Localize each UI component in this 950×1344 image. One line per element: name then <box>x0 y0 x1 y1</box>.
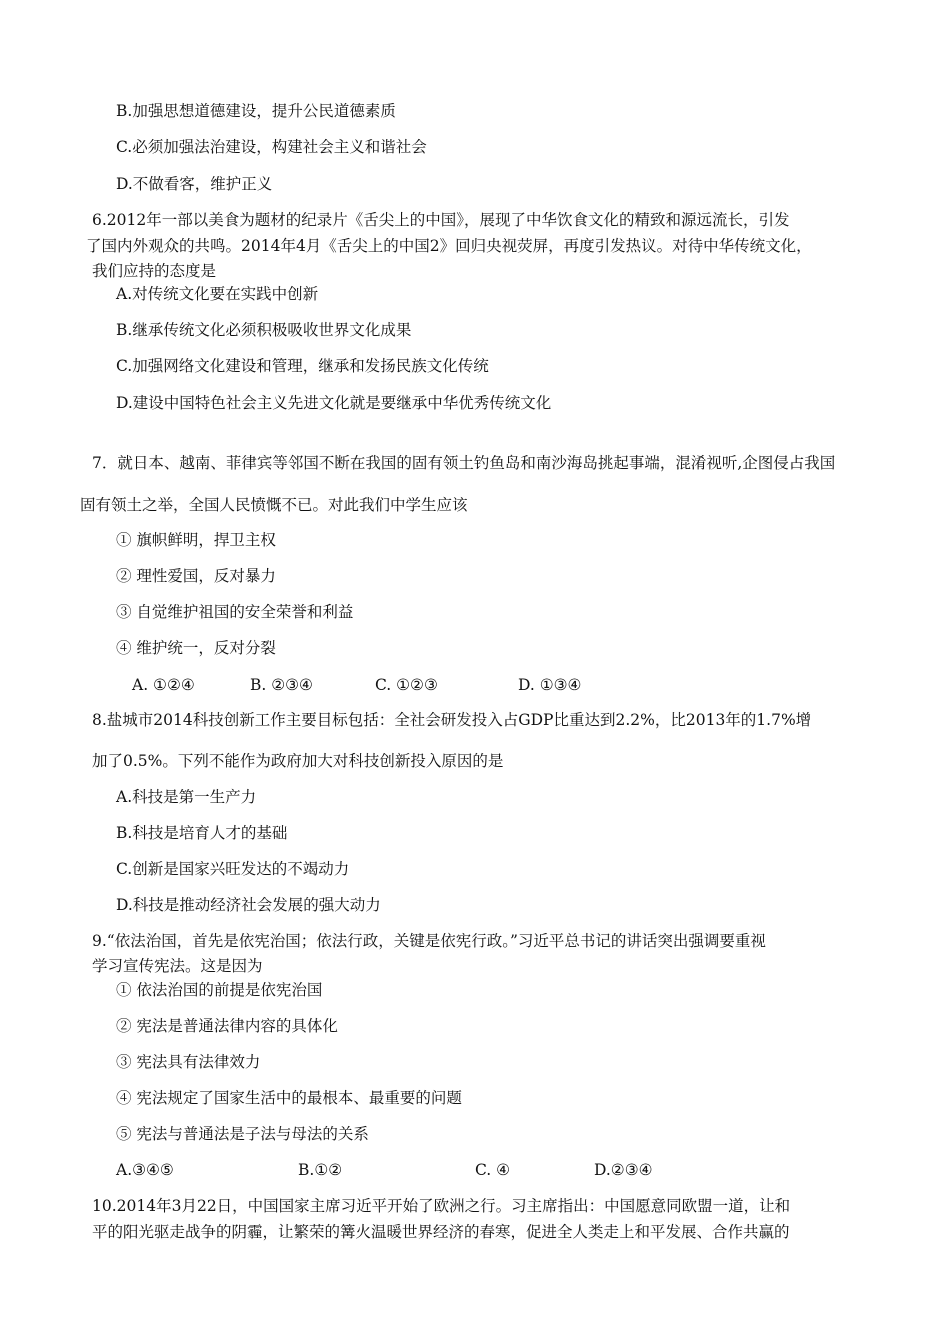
q9-stem-line-2: 学习宣传宪法。这是因为 <box>92 957 263 975</box>
q7-item-2: ② 理性爱国，反对暴力 <box>116 567 276 585</box>
q7-item-1: ① 旗帜鲜明，捍卫主权 <box>116 531 276 549</box>
q7-item-4: ④ 维护统一，反对分裂 <box>116 639 276 657</box>
q9-choice-b: B.①② <box>298 1161 343 1179</box>
q6-stem-line-3: 我们应持的态度是 <box>92 262 217 280</box>
q10-stem-line-2: 平的阳光驱走战争的阴霾，让繁荣的篝火温暖世界经济的春寒，促进全人类走上和平发展、合作共赢的 <box>92 1223 790 1241</box>
q9-stem-line-1: 9.“依法治国，首先是依宪治国；依法行政，关键是依宪行政。”习近平总书记的讲话突出强调要重视 <box>92 932 766 950</box>
q5-option-d: D.不做看客，维护正义 <box>116 175 273 193</box>
q9-item-3: ③ 宪法具有法律效力 <box>116 1053 261 1071</box>
q10-stem-line-1: 10.2014年3月22日，中国国家主席习近平开始了欧洲之行。习主席指出：中国愿意同欧盟一道，让和 <box>92 1197 791 1215</box>
q9-choice-c: C. ④ <box>475 1161 511 1179</box>
q7-stem-line-2: 固有领土之举，全国人民愤慨不已。对此我们中学生应该 <box>80 496 468 514</box>
q8-option-d: D.科技是推动经济社会发展的强大动力 <box>116 896 381 914</box>
q7-choice-c: C. ①②③ <box>375 676 438 694</box>
q5-option-b: B.加强思想道德建设，提升公民道德素质 <box>116 102 396 120</box>
q8-stem-line-1: 8.盐城市2014科技创新工作主要目标包括：全社会研发投入占GDP比重达到2.2%，比2013年的1.7%增 <box>92 711 812 729</box>
q9-item-5: ⑤ 宪法与普通法是子法与母法的关系 <box>116 1125 369 1143</box>
q5-option-c: C.必须加强法治建设，构建社会主义和谐社会 <box>116 138 427 156</box>
q6-stem-line-2: 了国内外观众的共鸣。2014年4月《舌尖上的中国2》回归央视荧屏，再度引发热议。对待中华传统文化， <box>86 237 812 255</box>
q9-item-4: ④ 宪法规定了国家生活中的最根本、最重要的问题 <box>116 1089 462 1107</box>
q7-stem-line-1: 7．就日本、越南、菲律宾等邻国不断在我国的固有领土钓鱼岛和南沙海岛挑起事端，混淆视听,企图侵占我国 <box>92 454 836 472</box>
q6-option-d: D.建设中国特色社会主义先进文化就是要继承中华优秀传统文化 <box>116 394 552 412</box>
q8-stem-line-2: 加了0.5%。下列不能作为政府加大对科技创新投入原因的是 <box>92 752 504 770</box>
q7-choices <box>0 675 950 695</box>
q7-choice-b: B. ②③④ <box>250 676 313 694</box>
q9-item-2: ② 宪法是普通法律内容的具体化 <box>116 1017 338 1035</box>
q7-item-3: ③ 自觉维护祖国的安全荣誉和利益 <box>116 603 354 621</box>
q8-option-b: B.科技是培育人才的基础 <box>116 824 288 842</box>
q7-choice-d: D. ①③④ <box>518 676 582 694</box>
q6-option-b: B.继承传统文化必须积极吸收世界文化成果 <box>116 321 412 339</box>
q6-option-c: C.加强网络文化建设和管理，继承和发扬民族文化传统 <box>116 357 489 375</box>
q9-item-1: ① 依法治国的前提是依宪治国 <box>116 981 323 999</box>
q9-choice-a: A.③④⑤ <box>116 1161 174 1179</box>
q8-option-a: A.科技是第一生产力 <box>116 788 257 806</box>
q9-choices <box>0 1160 950 1180</box>
q6-option-a: A.对传统文化要在实践中创新 <box>116 285 319 303</box>
q6-stem-line-1: 6.2012年一部以美食为题材的纪录片《舌尖上的中国》，展现了中华饮食文化的精致和源远流长，引发 <box>92 211 790 229</box>
q9-choice-d: D.②③④ <box>594 1161 653 1179</box>
q8-option-c: C.创新是国家兴旺发达的不竭动力 <box>116 860 350 878</box>
q7-choice-a: A. ①②④ <box>132 676 195 694</box>
